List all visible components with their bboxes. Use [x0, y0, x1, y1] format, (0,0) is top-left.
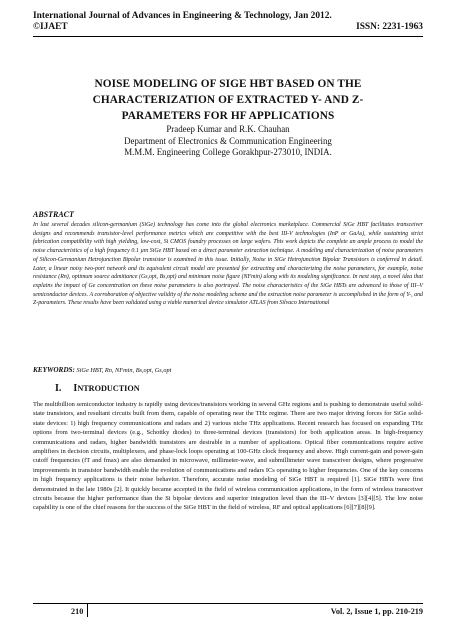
journal-name: International Journal of Advances in Engineering & Technology, Jan 2012.: [33, 11, 332, 21]
title-line-1: NOISE MODELING OF SIGE HBT BASED ON THE: [94, 78, 362, 90]
journal-header: [33, 11, 423, 33]
header-rule: [33, 36, 423, 37]
author-names: Pradeep Kumar and R.K. Chauhan: [166, 124, 290, 134]
title-line-3: PARAMETERS FOR HF APPLICATIONS: [121, 110, 335, 122]
section-title-initial: I: [73, 383, 78, 394]
page-footer: [33, 607, 423, 616]
issn-label: ISSN: 2231-1963: [356, 22, 423, 32]
publisher-label: ©IJAET: [33, 22, 68, 32]
footer-rule: [33, 603, 423, 604]
page-number: 210: [33, 607, 83, 616]
keywords-line: [33, 366, 423, 374]
keywords-label: KEYWORDS:: [33, 366, 75, 374]
section-heading: [55, 383, 140, 394]
author-department: Department of Electronics & Communication Engineering: [124, 135, 332, 146]
author-college: M.M.M. Engineering College Gorakhpur-273010, INDIA.: [124, 147, 332, 157]
section-title-rest: NTRODUCTION: [77, 384, 140, 393]
abstract-heading: ABSTRACT: [33, 210, 74, 219]
section-number: I.: [55, 383, 62, 394]
paper-title: [33, 76, 423, 124]
volume-info: Vol. 2, Issue 1, pp. 210-219: [330, 607, 423, 616]
author-block: [33, 124, 423, 159]
abstract-text: In last several decades silicon-germanium (SiGe) technology has come into the global electronics marketplace. Commercial SiGe HBT facilitates transceiver designs and recommends transistor-level performance metrics which are competitive with the best III-V technologies (InP or GaAs), while sustaining strict fabrication compatibility with high yielding, low-cost, Si CMOS foundry processes on large wafers. This work depicts the complete an ample process to model the noise characteristics of a high frequency 0.1 µm SiGe HBT based on a direct parameter extraction technique. A modeling and characterization of noise parameters of Silicon-Germanium Hetrojunction Bipolar transistor is examined in this issue. Initially, Noise in SiGe Hetrojunction Bipolar Transistors is conferred in detail. Later, a linear noisy two-port network and its equivalent circuit model are presented for extracting and characterizing the noise parameters, for example, noise resistance (Rn), optimum source admittance (Gs,opt, Bs,opt) and minimum noise figure (NFmin) along with its modeling significance. In next step, a novel idea that explains the impact of Ge concentration on these noise parameters is also portrayed. The noise characteristics of the SiGe HBTs are advanced to those of III–V semiconductor devices. A corroboration of objective validity of the noise modeling scheme and the extraction noise parameter is accomplished in the form of Y-, and Z-parameters. These results have been validated using a viable numerical device simulator ATLAS from Silvaco International: [33, 222, 423, 307]
title-line-2: CHARACTERIZATION OF EXTRACTED Y- AND Z-: [92, 94, 364, 106]
introduction-text: The multibillion semiconductor industry is rapidly using devices/transistors working in several GHz regions and is pushing to demonstrate useful solid-state transistors, and resultant circuits built from them, capable of operating near the THz regime. There are two major driving forces for SiGe solid-state devices: 1) high frequency communications and radars and 2) various niche THz applications. Recent research has focused on expanding THz options from two-terminal devices (e.g., Schottky diodes) to three-terminal devices (transistors) for both application areas. In high-frequency communications and radars, higher bandwidth transistors are desirable in a number of applications. Optical fiber communications require active amplifiers in decision circuits, multiplexers, and phase-lock loops operating at 100-GHz clock frequency and above. High current-gain and power-gain cutoff frequencies (fT and fmax) are also demanded in microwave, millimeter-wave, and submillimeter wave transceiver designs, where progressive improvements in transistor bandwidth enable the evolution of communications and radars ICs operating to higher frequencies. One of the key concerns in high frequency applications is their noise behavior. Therefore, accurate noise modeling of SiGe HBT is required [1]. SiGe HBTs were first demonstrated in the late 1980s [2]. It quickly became accepted in the field of wireless communication applications, in the form of wireless transceiver circuits because the higher performance than the Si bipolar devices and superior integration level than the III–V devices [3][4][5]. The low noise capability is one of the chief reasons for the success of the SiGe HBT in the field of wireless, RF and optical applications [6][7][8][9].: [33, 401, 423, 512]
keywords-text: SiGe HBT, Rn, NFmin, Bs,opt, Gs,opt: [76, 367, 172, 374]
